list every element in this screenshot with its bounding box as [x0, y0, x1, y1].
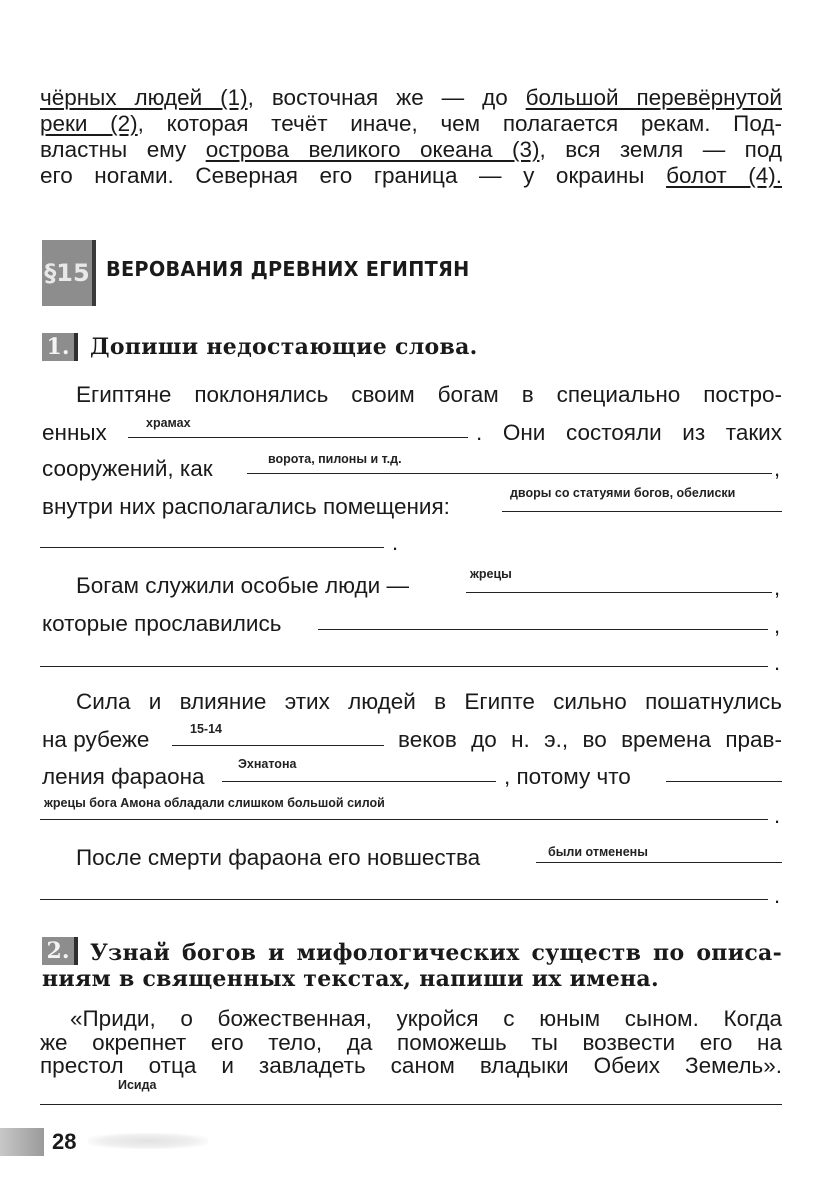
- underlined-phrase-1: чёрных людей (1): [40, 85, 248, 110]
- handwritten-answer-reason: жрецы бога Амона обладали слишком большой силой: [44, 796, 385, 810]
- text-fragment: его ногами. Северная его граница — у окраины: [40, 163, 667, 188]
- period: .: [774, 650, 781, 675]
- underlined-phrase-4: болот (4).: [666, 163, 782, 188]
- handwritten-answer-centuries: 15-14: [190, 722, 222, 736]
- answer-line-centuries[interactable]: [172, 745, 384, 746]
- task-1-title: Допиши недостающие слова.: [90, 334, 478, 360]
- period: .: [392, 530, 399, 555]
- task1-text: енных: [42, 420, 107, 445]
- task1-text: внутри них располагались помещения:: [42, 494, 450, 519]
- handwritten-answer-priests: жрецы: [470, 567, 512, 581]
- period: .: [774, 883, 781, 908]
- task1-text: сооружений, как: [42, 456, 213, 481]
- answer-line-god[interactable]: [40, 1104, 782, 1105]
- answer-line-reason-cont[interactable]: [40, 819, 768, 820]
- comma: ,: [774, 456, 781, 481]
- intro-line-1: [40, 85, 782, 111]
- underlined-phrase-2b: реки (2): [40, 111, 138, 136]
- handwritten-answer-rooms: дворы со статуями богов, обелиски: [510, 486, 736, 500]
- text-fragment: властны ему: [40, 137, 206, 162]
- answer-line-temples[interactable]: [128, 437, 468, 438]
- text-fragment: , которая течёт иначе, чем полагается рекам. Под-: [137, 111, 782, 136]
- task1-paragraph3-line1: Сила и влияние этих людей в Египте сильно пошатнулись: [76, 689, 782, 714]
- task1-text: которые прославились: [42, 611, 282, 636]
- answer-line-pharaoh[interactable]: [222, 781, 496, 782]
- answer-line-reason[interactable]: [666, 781, 782, 782]
- page-tab: [0, 1128, 44, 1156]
- intro-line-3: [40, 137, 782, 163]
- handwritten-answer-temples: храмах: [146, 416, 191, 430]
- answer-line-structures[interactable]: [247, 473, 772, 474]
- handwritten-answer-innovations: были отменены: [548, 845, 648, 859]
- text-fragment: , восточная же — до: [247, 85, 526, 110]
- underlined-phrase-3: острова великого океана (3): [205, 137, 540, 162]
- page-number: 28: [52, 1129, 77, 1154]
- comma: ,: [774, 613, 781, 638]
- quote-line-2: же окрепнет его тело, да поможешь ты возвести его на: [40, 1030, 782, 1055]
- quote-line-3: престол отца и завладеть саном владыки Обеих Земель».: [40, 1053, 782, 1078]
- task1-text: веков до н. э., во времена прав-: [398, 727, 782, 752]
- handwritten-answer-structures: ворота, пилоны и т.д.: [268, 452, 402, 466]
- task1-text: , потому что: [504, 764, 631, 789]
- task-1-number: 1.: [42, 333, 78, 361]
- answer-line-famous[interactable]: [318, 629, 768, 630]
- period: .: [774, 803, 781, 828]
- page-smudge: [88, 1133, 208, 1149]
- task-2-title-line-2: ниям в священных текстах, напиши их имена.: [42, 966, 659, 992]
- task1-paragraph1-line1: Египтяне поклонялись своим богам в специально постро-: [76, 382, 782, 407]
- answer-line-innovations-cont[interactable]: [40, 899, 768, 900]
- task1-text: После смерти фараона его новшества: [76, 845, 481, 870]
- intro-line-2: [40, 111, 782, 137]
- answer-line-priests[interactable]: [466, 592, 772, 593]
- answer-line-innovations[interactable]: [536, 862, 782, 863]
- answer-line-rooms-cont[interactable]: [40, 547, 384, 548]
- answer-line-famous-cont[interactable]: [40, 666, 768, 667]
- task1-text: ления фараона: [42, 764, 205, 789]
- task1-text: . Они состояли из таких: [476, 420, 782, 445]
- underlined-phrase-2: большой перевёрнутой: [525, 85, 782, 110]
- section-title: ВЕРОВАНИЯ ДРЕВНИХ ЕГИПТЯН: [106, 257, 470, 281]
- task-2-number: 2.: [42, 937, 78, 965]
- answer-line-rooms[interactable]: [502, 511, 782, 512]
- quote-line-1: «Приди, о божественная, укройся с юным сыном. Когда: [70, 1006, 782, 1031]
- comma: ,: [774, 575, 781, 600]
- task-2-title-line-1: Узнай богов и мифологических существ по описа-: [90, 940, 782, 966]
- text-fragment: , вся земля — под: [539, 137, 783, 162]
- handwritten-answer-god: Исида: [118, 1078, 157, 1092]
- handwritten-answer-pharaoh: Эхнатона: [238, 757, 297, 771]
- task1-text: Богам служили особые люди —: [76, 573, 409, 598]
- task1-text: на рубеже: [42, 727, 150, 752]
- intro-line-4: [40, 163, 782, 189]
- section-badge: §15: [42, 240, 96, 306]
